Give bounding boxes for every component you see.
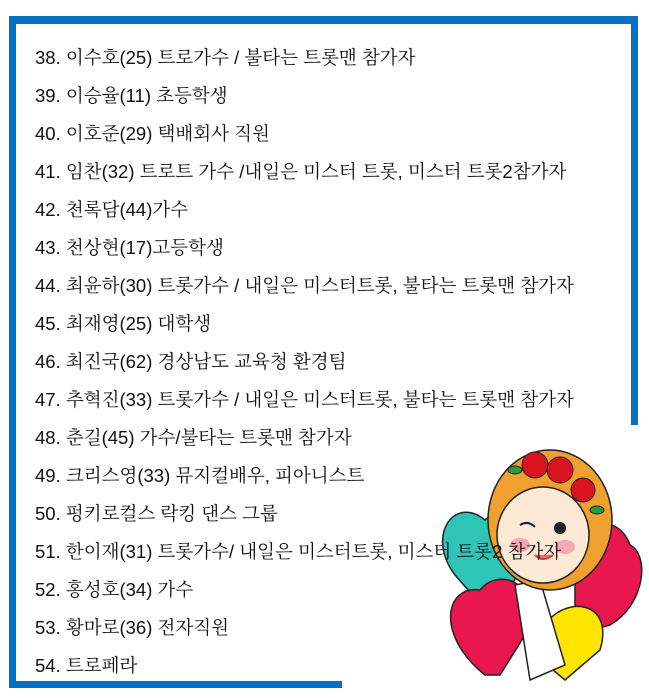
list-item: 50. 펑키로컬스 락킹 댄스 그룹 — [35, 503, 278, 524]
list-item: 49. 크리스영(33) 뮤지컬배우, 피아니스트 — [35, 465, 365, 486]
list-item: 54. 트로페라 — [35, 655, 138, 676]
list-item: 45. 최재영(25) 대학생 — [35, 313, 212, 334]
list-item: 42. 천록담(44)가수 — [35, 199, 189, 220]
list-item: 48. 춘길(45) 가수/불타는 트롯맨 참가자 — [35, 427, 352, 448]
list-item: 43. 천상현(17)고등학생 — [35, 237, 224, 258]
list-item: 46. 최진국(62) 경상남도 교육청 환경팀 — [35, 351, 347, 372]
list-item: 51. 한이재(31) 트롯가수/ 내일은 미스터트롯, 미스터 트롯2 참가자 — [35, 541, 562, 562]
list-item: 52. 홍성호(34) 가수 — [35, 579, 194, 600]
list-item: 40. 이호준(29) 택배회사 직원 — [35, 123, 270, 144]
list-item: 47. 추혁진(33) 트롯가수 / 내일은 미스터트롯, 불타는 트롯맨 참가자 — [35, 389, 574, 410]
list-item: 39. 이승율(11) 초등학생 — [35, 85, 228, 106]
frame-border-left — [9, 16, 16, 688]
list-item: 53. 황마로(36) 전자직원 — [35, 617, 229, 638]
list-item: 41. 임찬(32) 트로트 가수 /내일은 미스터 트롯, 미스터 트롯2참가자 — [35, 161, 567, 182]
list-item: 38. 이수호(25) 트로가수 / 불타는 트롯맨 참가자 — [35, 47, 416, 68]
frame-border-right — [631, 16, 638, 425]
participant-list — [35, 44, 574, 690]
list-item: 44. 최윤하(30) 트롯가수 / 내일은 미스터트롯, 불타는 트롯맨 참가자 — [35, 275, 574, 296]
frame-border-top — [9, 16, 638, 24]
